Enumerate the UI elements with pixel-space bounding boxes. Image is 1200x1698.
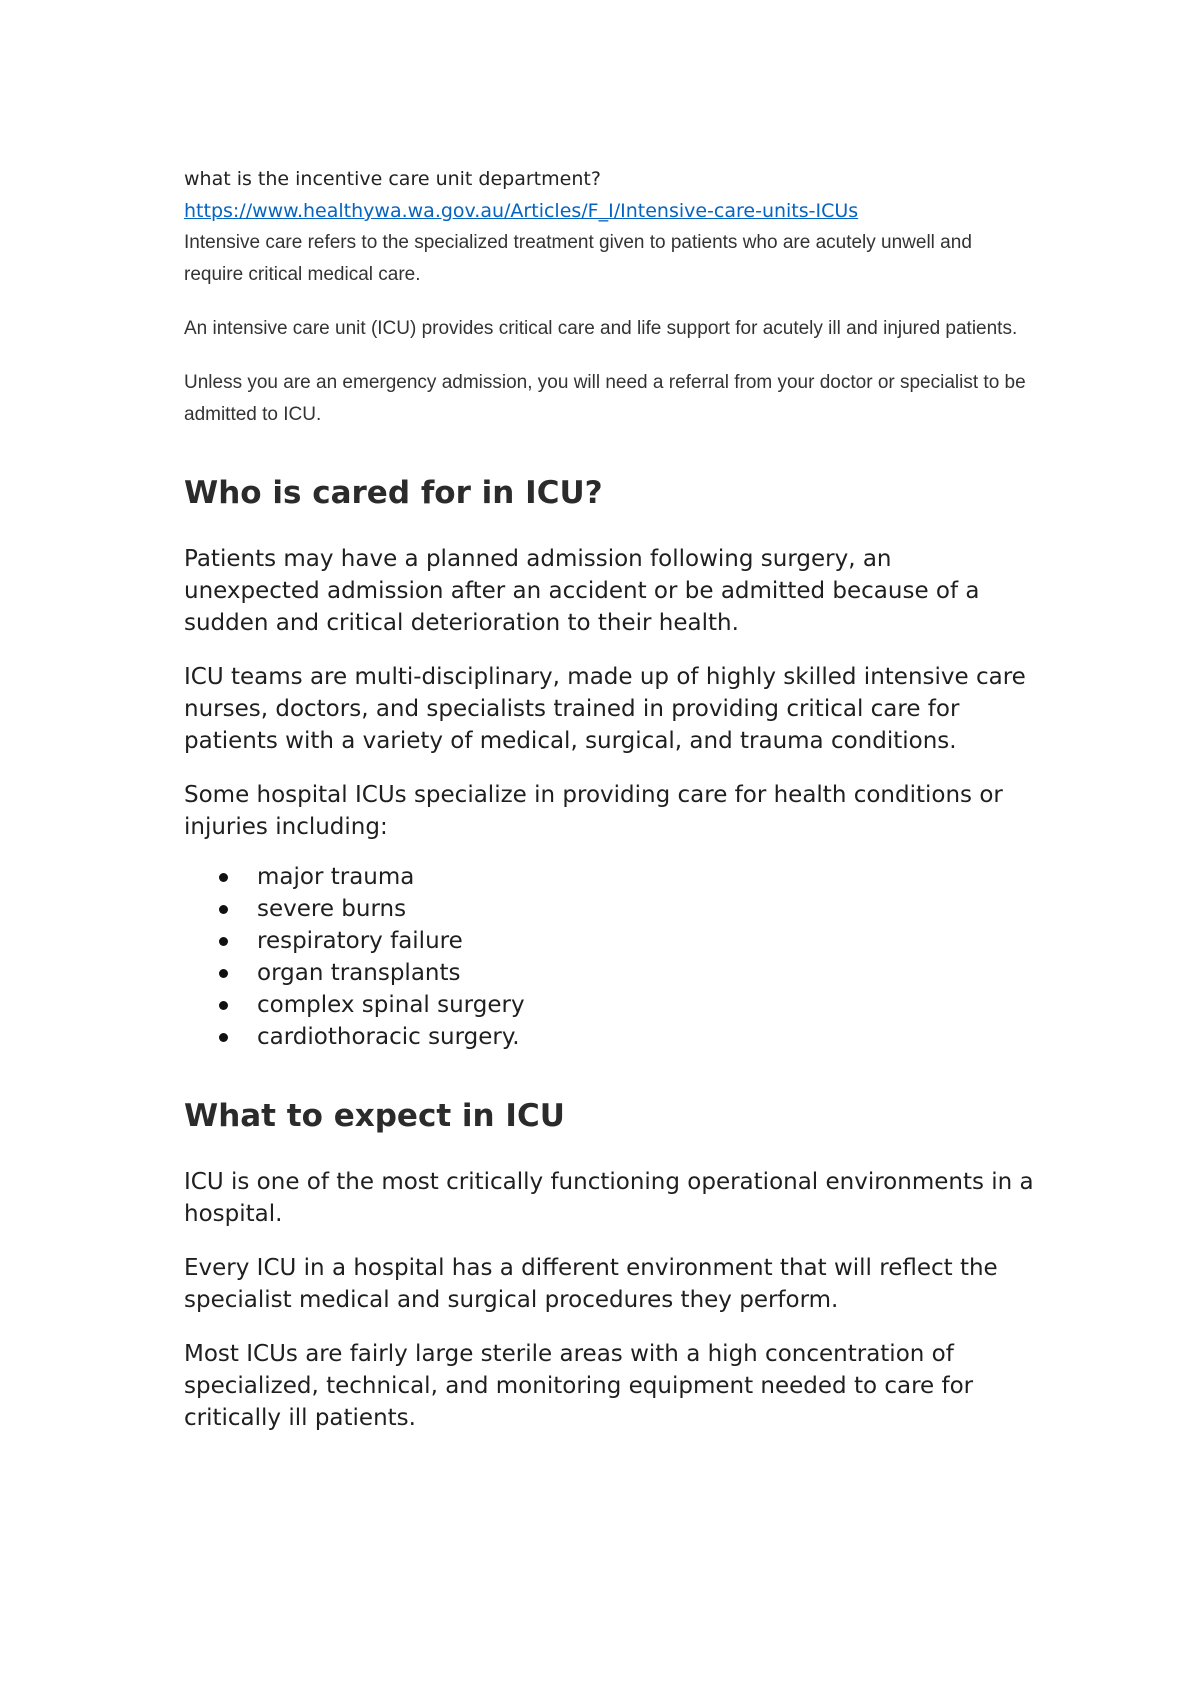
body-paragraph: Every ICU in a hospital has a different environment that will reflect the specialist medical and surgical procedures they perform. <box>184 1255 998 1313</box>
bullet-icon <box>219 905 228 914</box>
section-heading-who-is-cared-for: Who is cared for in ICU? <box>184 475 603 511</box>
list-item-text: cardiothoracic surgery. <box>257 1024 520 1050</box>
intro-question: what is the incentive care unit department? <box>184 168 601 190</box>
list-item-text: major trauma <box>257 864 415 890</box>
document-body <box>184 163 1034 1434</box>
body-paragraph: ICU is one of the most critically functioning operational environments in a hospital. <box>184 1169 1034 1227</box>
body-paragraph: Most ICUs are fairly large sterile areas with a high concentration of specialized, technical, and monitoring equipment needed to care for critically ill patients. <box>184 1341 974 1431</box>
list-item <box>184 1021 1034 1053</box>
bullet-icon <box>219 873 228 882</box>
bullet-icon <box>219 1033 228 1042</box>
list-item-text: organ transplants <box>257 960 461 986</box>
source-link[interactable]: https://www.healthywa.wa.gov.au/Articles/F_I/Intensive-care-units-ICUs <box>184 200 859 222</box>
bullet-icon <box>219 937 228 946</box>
bullet-icon <box>219 1001 228 1010</box>
list-item-text: respiratory failure <box>257 928 463 954</box>
section-heading-what-to-expect: What to expect in ICU <box>184 1098 565 1134</box>
body-paragraph: Patients may have a planned admission following surgery, an unexpected admission after an accident or be admitted because of a sudden and critical deterioration to their health. <box>184 546 980 636</box>
body-paragraph: ICU teams are multi-disciplinary, made up of highly skilled intensive care nurses, doctors, and specialists trained in providing critical care for patients with a variety of medical, surgical, and trauma conditions. <box>184 664 1026 754</box>
bullet-icon <box>219 969 228 978</box>
list-item <box>184 893 1034 925</box>
list-item <box>184 925 1034 957</box>
list-item-text: severe burns <box>257 896 407 922</box>
intro-paragraph: An intensive care unit (ICU) provides critical care and life support for acutely ill and injured patients. <box>184 318 1018 339</box>
list-item <box>184 989 1034 1021</box>
list-item <box>184 861 1034 893</box>
intro-paragraph: Intensive care refers to the specialized treatment given to patients who are acutely unwell and require critical medical care. <box>184 232 972 285</box>
body-paragraph: Some hospital ICUs specialize in providing care for health conditions or injuries including: <box>184 782 1003 840</box>
intro-paragraph: Unless you are an emergency admission, you will need a referral from your doctor or specialist to be admitted to ICU. <box>184 372 1026 425</box>
conditions-list <box>184 861 1034 1053</box>
list-item <box>184 957 1034 989</box>
list-item-text: complex spinal surgery <box>257 992 525 1018</box>
